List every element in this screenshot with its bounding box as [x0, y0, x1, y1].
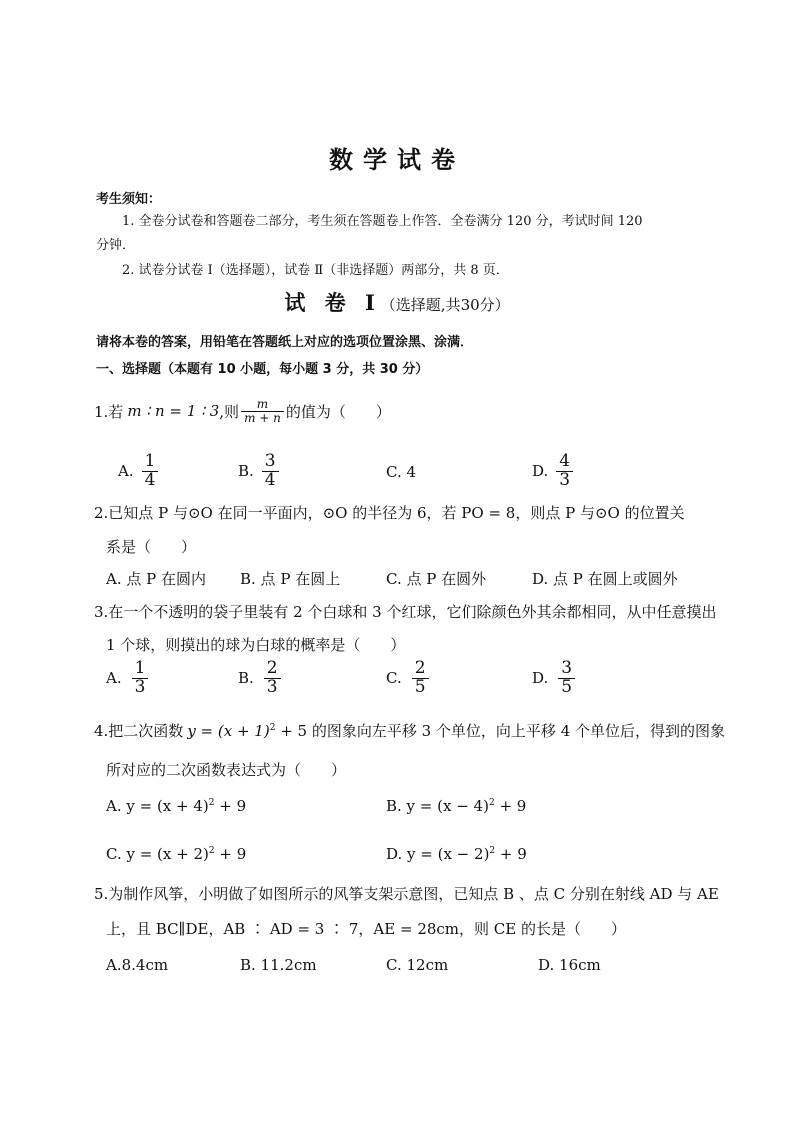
q4-stem-c: + 5 的图象向左平移 3 个单位，向上平移 4 个单位后，得到的图象 — [275, 722, 726, 740]
q4-stem-formula: y = (x + 1) — [187, 722, 270, 740]
q3-d-num: 3 — [561, 658, 573, 678]
q1-b-num: 3 — [264, 451, 276, 471]
q3-option-a[interactable] — [106, 660, 150, 697]
q4-c-text: C. y = (x + 2) — [106, 845, 209, 863]
q3-c-den: 5 — [412, 678, 429, 697]
part1-heading: 一、选择题（本题有 10 小题，每小题 3 分，共 30 分） — [96, 362, 429, 377]
q3-d-fraction — [558, 660, 575, 697]
q4-a-tail: + 9 — [214, 797, 247, 815]
q1-b-den: 4 — [262, 471, 279, 490]
q4-stem-line-1 — [94, 720, 725, 741]
q2-stem-line-2: 系是（ ） — [106, 538, 197, 556]
q5-stem-line-2: 上，且 BC∥DE，AB ∶ AD = 3 ∶ 7，AE = 28cm，则 CE 的长是（ ） — [106, 920, 626, 938]
q2-stem-line-1: 2.已知点 P 与⊙O 在同一平面内，⊙O 的半径为 6，若 PO = 8，则点 P 与⊙O 的位置关 — [94, 504, 685, 522]
q1-d-num: 4 — [559, 451, 571, 471]
q3-a-num: 1 — [134, 658, 146, 678]
q5-stem-line-1: 5.为制作风筝，小明做了如图所示的风筝支架示意图，已知点 B 、点 C 分别在射线 AD 与 AE — [94, 885, 719, 903]
q3-c-num: 2 — [414, 658, 426, 678]
q3-option-b[interactable] — [238, 660, 283, 697]
q3-stem-line-1: 3.在一个不透明的袋子里装有 2 个白球和 3 个红球，它们除颜色外其余都相同，从中任意摸出 — [94, 603, 717, 621]
q3-option-d[interactable] — [532, 660, 577, 697]
q1-stem — [94, 398, 391, 424]
notice-line-1: 1. 全卷分试卷和答题卷二部分，考生须在答题卷上作答．全卷满分 120 分，考试时间 120 — [122, 214, 643, 229]
section-title-sub: （选择题,共30分） — [380, 296, 510, 314]
q3-a-label: A. — [106, 669, 122, 688]
instruction: 请将本卷的答案，用铅笔在答题纸上对应的选项位置涂黑、涂满． — [96, 335, 474, 350]
q4-a-text: A. y = (x + 4) — [106, 797, 209, 815]
q1-d-den: 3 — [556, 471, 573, 490]
q2-option-a[interactable]: A. 点 P 在圆内 — [106, 570, 206, 588]
q4-a-exp: 2 — [208, 798, 215, 808]
q3-a-fraction — [132, 660, 149, 697]
q3-d-den: 5 — [558, 678, 575, 697]
q3-stem-line-2: 1 个球，则摸出的球为白球的概率是（ ） — [106, 636, 406, 654]
q1-prefix: 1.若 — [94, 402, 124, 421]
q1-mid: ,则 — [219, 402, 240, 421]
q1-option-a[interactable] — [118, 453, 160, 490]
notice-line-2: 2. 试卷分试卷 Ⅰ（选择题），试卷 Ⅱ（非选择题）两部分，共 8 页． — [122, 263, 509, 278]
q3-b-label: B. — [238, 669, 254, 688]
q1-option-c[interactable]: C. 4 — [386, 463, 417, 481]
section-title-main: 试 卷 Ⅰ — [284, 290, 381, 315]
q4-b-text: B. y = (x − 4) — [386, 797, 489, 815]
page-title: 数学试卷 — [329, 146, 465, 174]
q1-a-den: 4 — [142, 471, 159, 490]
q4-d-text: D. y = (x − 2) — [386, 845, 490, 863]
q1-a-fraction — [142, 453, 159, 490]
q1-fraction — [241, 398, 284, 424]
q2-option-d[interactable]: D. 点 P 在圆上或圆外 — [532, 570, 678, 588]
q3-c-fraction — [412, 660, 429, 697]
q4-option-b[interactable] — [386, 797, 526, 815]
q3-d-label: D. — [532, 669, 549, 688]
q1-option-b[interactable] — [238, 453, 281, 490]
q1-d-label: D. — [532, 462, 549, 481]
q5-option-c[interactable]: C. 12cm — [386, 956, 449, 974]
q2-option-b[interactable]: B. 点 P 在圆上 — [240, 570, 341, 588]
q1-a-label: A. — [118, 462, 134, 481]
q5-option-b[interactable]: B. 11.2cm — [240, 956, 317, 974]
q4-stem-line-2: 所对应的二次函数表达式为（ ） — [106, 761, 347, 779]
notice-line-1-cont: 分钟． — [96, 238, 136, 253]
q1-a-num: 1 — [144, 451, 156, 471]
q1-frac-den: m + n — [241, 411, 284, 425]
notice-heading: 考生须知： — [96, 192, 162, 207]
q1-d-fraction — [556, 453, 573, 490]
q4-c-exp: 2 — [208, 846, 215, 856]
q5-option-d[interactable]: D. 16cm — [538, 956, 601, 974]
q4-c-tail: + 9 — [214, 845, 247, 863]
q4-option-a[interactable] — [106, 797, 246, 815]
q4-d-exp: 2 — [489, 846, 496, 856]
q1-option-d[interactable] — [532, 453, 575, 490]
q3-b-num: 2 — [266, 658, 278, 678]
q3-b-fraction — [264, 660, 281, 697]
q3-b-den: 3 — [264, 678, 281, 697]
q1-b-fraction — [262, 453, 279, 490]
q4-option-c[interactable] — [106, 845, 246, 863]
q4-stem-exp: 2 — [269, 723, 276, 733]
q1-suffix: 的值为（ ） — [285, 402, 391, 421]
q4-b-exp: 2 — [488, 798, 495, 808]
q1-frac-num: m — [256, 397, 269, 411]
q3-option-c[interactable] — [386, 660, 431, 697]
q4-option-d[interactable] — [386, 845, 527, 863]
q4-stem-a: 4.把二次函数 — [94, 722, 184, 740]
section-title — [0, 287, 794, 317]
q3-c-label: C. — [386, 669, 402, 688]
q1-b-label: B. — [238, 462, 254, 481]
q1-ratio: m ∶ n = 1 ∶ 3 — [127, 402, 220, 421]
q5-option-a[interactable]: A.8.4cm — [106, 956, 169, 974]
q4-b-tail: + 9 — [494, 797, 527, 815]
q2-option-c[interactable]: C. 点 P 在圆外 — [386, 570, 487, 588]
q4-d-tail: + 9 — [495, 845, 527, 863]
q3-a-den: 3 — [132, 678, 149, 697]
